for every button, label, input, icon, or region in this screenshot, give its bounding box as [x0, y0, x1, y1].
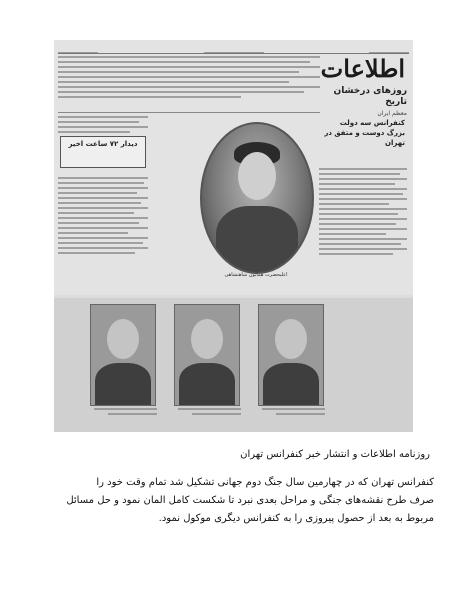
subhead-title: روزهای درخشان تاریخ	[333, 86, 407, 107]
right-headline: کنفرانس سه دولت بزرگ دوست و متفق در تهران	[324, 119, 405, 147]
photo-figure-body	[95, 363, 151, 406]
newspaper-date-strip	[58, 43, 409, 54]
photo-1-caption	[87, 408, 157, 418]
photo-figure-head	[107, 319, 139, 359]
shah-portrait	[200, 122, 314, 274]
body-line: صرف طرح نقشه‌های جنگی و مراحل بعدی نبرد تا شکست کامل المان نمود و حل مسائل	[66, 495, 434, 506]
leader-photo-2	[174, 304, 240, 406]
body-paragraph	[62, 474, 434, 528]
left-headline-box: دیدار ۷۲ ساعت اخیر	[60, 136, 146, 168]
photo-2-caption	[171, 408, 241, 418]
body-line: کنفرانس تهران که در چهارمین سال جنگ دوم جهانی تشکیل شد تمام وقت خود را	[96, 477, 434, 488]
subhead-small: معظم ایران	[377, 110, 407, 117]
figure-caption: روزنامه اطلاعات و انتشار خبر کنفرانس تهران	[240, 449, 430, 460]
photo-figure-body	[179, 363, 235, 406]
newspaper-masthead: اطلاعات	[320, 54, 405, 83]
photo-figure-head	[191, 319, 223, 359]
leaders-photo-row	[54, 298, 413, 432]
leader-photo-1	[90, 304, 156, 406]
portrait-caption: اعلیحضرت همایون شاهنشاهی	[224, 272, 288, 278]
photo-figure-body	[263, 363, 319, 406]
portrait-uniform	[216, 206, 298, 274]
newspaper-scan	[54, 40, 413, 432]
newspaper-front-page	[54, 40, 413, 295]
body-line: مربوط به بعد از حصول پیروزی را به کنفرانس دیگری موکول نمود.	[158, 513, 434, 524]
leader-photo-3	[258, 304, 324, 406]
portrait-face	[238, 152, 276, 200]
photo-figure-head	[275, 319, 307, 359]
newspaper-subhead	[321, 86, 407, 119]
photo-3-caption	[255, 408, 325, 418]
banner-article-text	[58, 56, 320, 113]
